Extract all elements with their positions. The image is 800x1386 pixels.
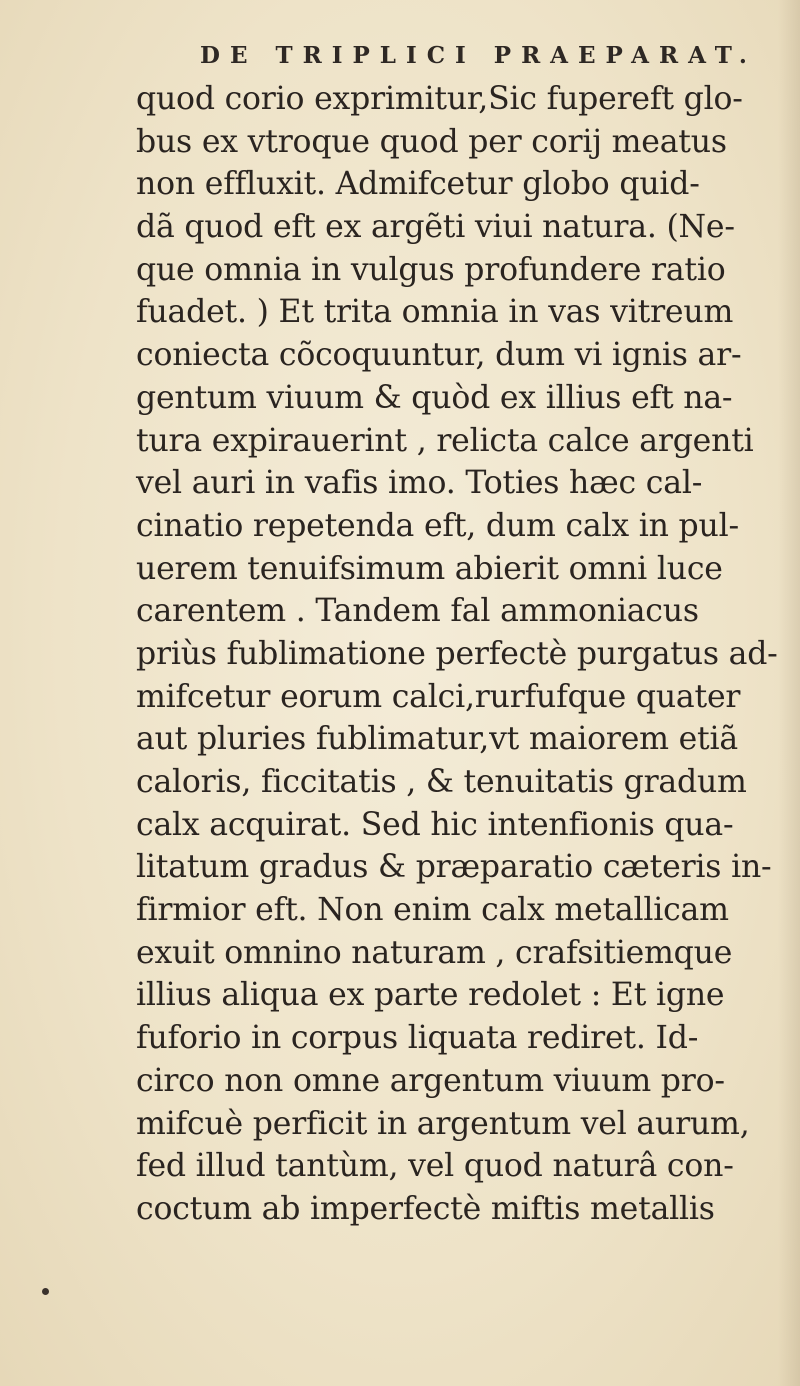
text-line: aut pluries fublimatur,vt maiorem etiã (136, 721, 738, 758)
text-line: fed illud tantùm, vel quod naturâ con- (136, 1148, 734, 1185)
text-line: uerem tenuifsimum abierit omni luce (136, 550, 723, 587)
text-block (136, 78, 776, 1231)
text-line: que omnia in vulgus profundere ratio (136, 251, 726, 288)
text-line: bus ex vtroque quod per corij meatus (136, 123, 727, 160)
text-line: coniecta cõcoquuntur, dum vi ignis ar- (136, 337, 742, 374)
text-line: quod corio exprimitur,Sic fupereft glo- (136, 81, 743, 117)
text-line: gentum viuum & quòd ex illius eft na- (136, 379, 733, 416)
text-line: coctum ab imperfectè miftis metallis (136, 1190, 715, 1227)
text-line: carentem . Tandem fal ammoniacus (136, 593, 699, 630)
text-line: firmior eft. Non enim calx metallicam (136, 892, 729, 929)
running-head: DE TRIPLICI PRAEPARAT. (200, 42, 757, 69)
text-line: mifcetur eorum calci,rurfufque quater (136, 678, 741, 715)
ink-spot (42, 1288, 49, 1295)
text-line: litatum gradus & præparatio cæteris in- (136, 849, 772, 886)
text-line: caloris, ficcitatis , & tenuitatis gradum (136, 764, 747, 800)
text-line: fuadet. ) Et trita omnia in vas vitreum (136, 294, 734, 331)
text-line: exuit omnino naturam , crafsitiemque (136, 934, 733, 971)
text-line: vel auri in vafis imo. Toties hæc cal- (136, 465, 703, 502)
text-line: tura expirauerint , relicta calce argenti (136, 422, 754, 459)
text-line: fuforio in corpus liquata rediret. Id- (136, 1020, 699, 1057)
text-line: mifcuè perficit in argentum vel aurum, (136, 1105, 750, 1142)
page-edge-shadow (778, 0, 800, 1386)
text-line: illius aliqua ex parte redolet : Et igne (136, 977, 725, 1014)
text-line: non effluxit. Admifcetur globo quid- (136, 166, 700, 203)
text-line: cinatio repetenda eft, dum calx in pul- (136, 507, 739, 544)
text-line: dã quod eft ex argẽti viui natura. (Ne- (136, 209, 735, 246)
text-line: calx acquirat. Sed hic intenfionis qua- (136, 806, 734, 843)
text-line: circo non omne argentum viuum pro- (136, 1062, 725, 1099)
text-line: priùs fublimatione perfectè purgatus ad- (136, 635, 778, 672)
